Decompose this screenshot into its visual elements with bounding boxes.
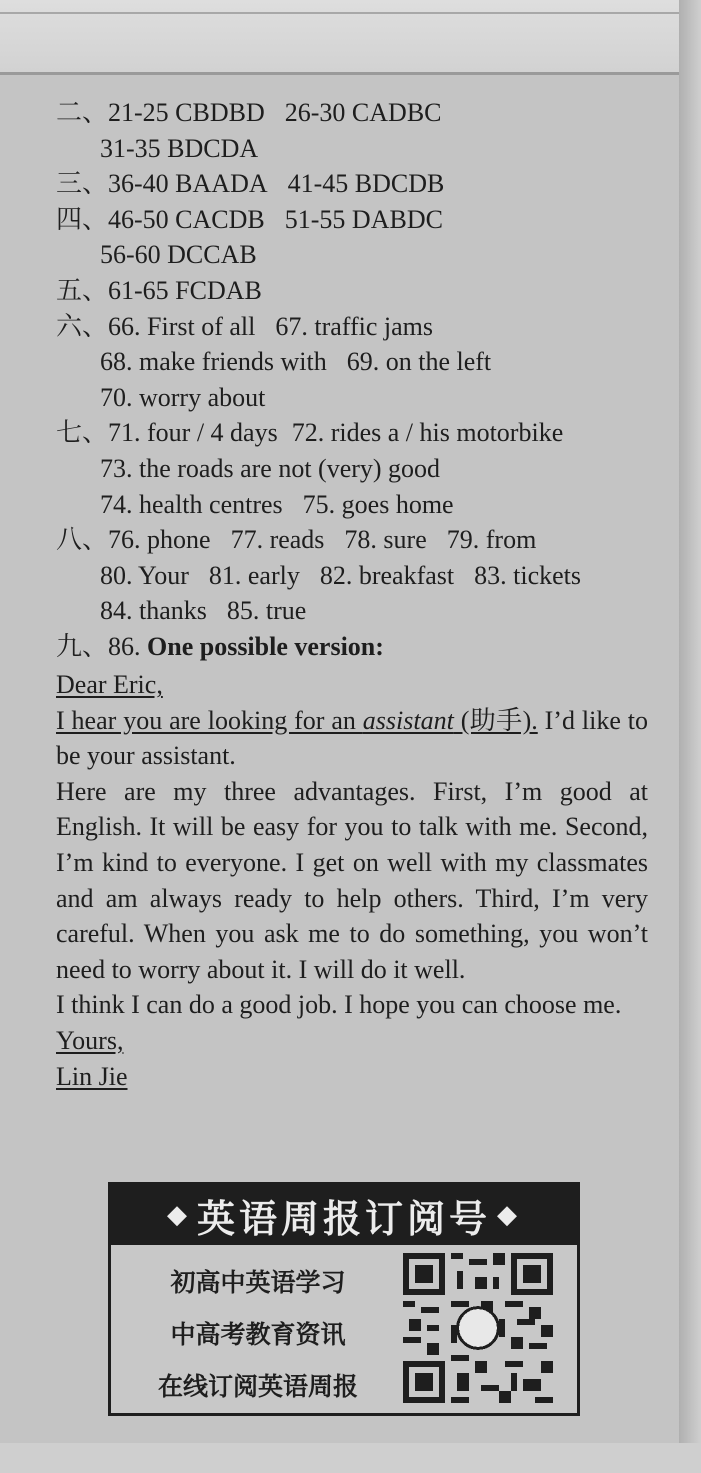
answer-line: 四、46-50 CACDB 51-55 DABDC [56,204,443,234]
answer-line: 74. health centres 75. goes home [100,489,454,519]
answer-line: 三、36-40 BAADA 41-45 BDCDB [56,169,445,199]
answer-line: 31-35 BDCDA [100,133,259,163]
sample-letter [56,667,648,1094]
letter-paragraph: Here are my three advantages. First, I’m good at English. It will be easy for you to talk with me. Second, I’m kind to everyone. I get on well with my classmates and am always ready to help others. Third, I’m very careful. When you ask me to do something, you won’t need to worry about it. I will do it well. [56,776,648,984]
top-paper-strip [0,0,701,75]
promo-title-bar: ◆ 英语周报订阅号 ◆ [111,1185,577,1245]
answer-line: 70. worry about [100,382,266,412]
version-heading: One possible version: [147,631,384,661]
qr-code-icon[interactable] [403,1253,553,1403]
answer-line: 80. Your 81. early 82. breakfast 83. tickets [100,560,581,590]
diamond-icon: ◆ [497,1200,521,1230]
answer-line: 六、66. First of all 67. traffic jams [56,311,433,341]
answer-line: 73. the roads are not (very) good [100,453,441,483]
letter-closing: Yours, [56,1025,124,1055]
paper-edge [679,0,701,1473]
subscription-promo [108,1182,580,1416]
letter-paragraph: I think I can do a good job. I hope you can choose me. [56,990,622,1020]
bottom-paper-strip [0,1443,701,1473]
answer-line: 九、86. One possible version: [56,631,384,661]
letter-signature: Lin Jie [56,1061,128,1091]
promo-lines: 初高中英语学习 中高考教育资讯 在线订阅英语周报 [157,1268,358,1401]
answer-line: 二、21-25 CBDBD 26-30 CADBC [56,98,442,127]
letter-intro: I hear you are looking for an assistant (助手). I’d like to be your assistant. [56,705,648,771]
answer-line: 68. make friends with 69. on the left [100,347,492,377]
answer-key [56,95,656,665]
answer-line: 八、76. phone 77. reads 78. sure 79. from [56,525,537,555]
diamond-icon: ◆ [166,1200,191,1230]
answer-line: 84. thanks 85. true [100,596,307,626]
letter-greeting: Dear Eric, [56,670,163,699]
answer-line: 56-60 DCCAB [100,240,257,270]
answer-line: 五、61-65 FCDAB [56,275,262,305]
answer-line: 七、71. four / 4 days 72. rides a / his motorbike [56,418,564,448]
